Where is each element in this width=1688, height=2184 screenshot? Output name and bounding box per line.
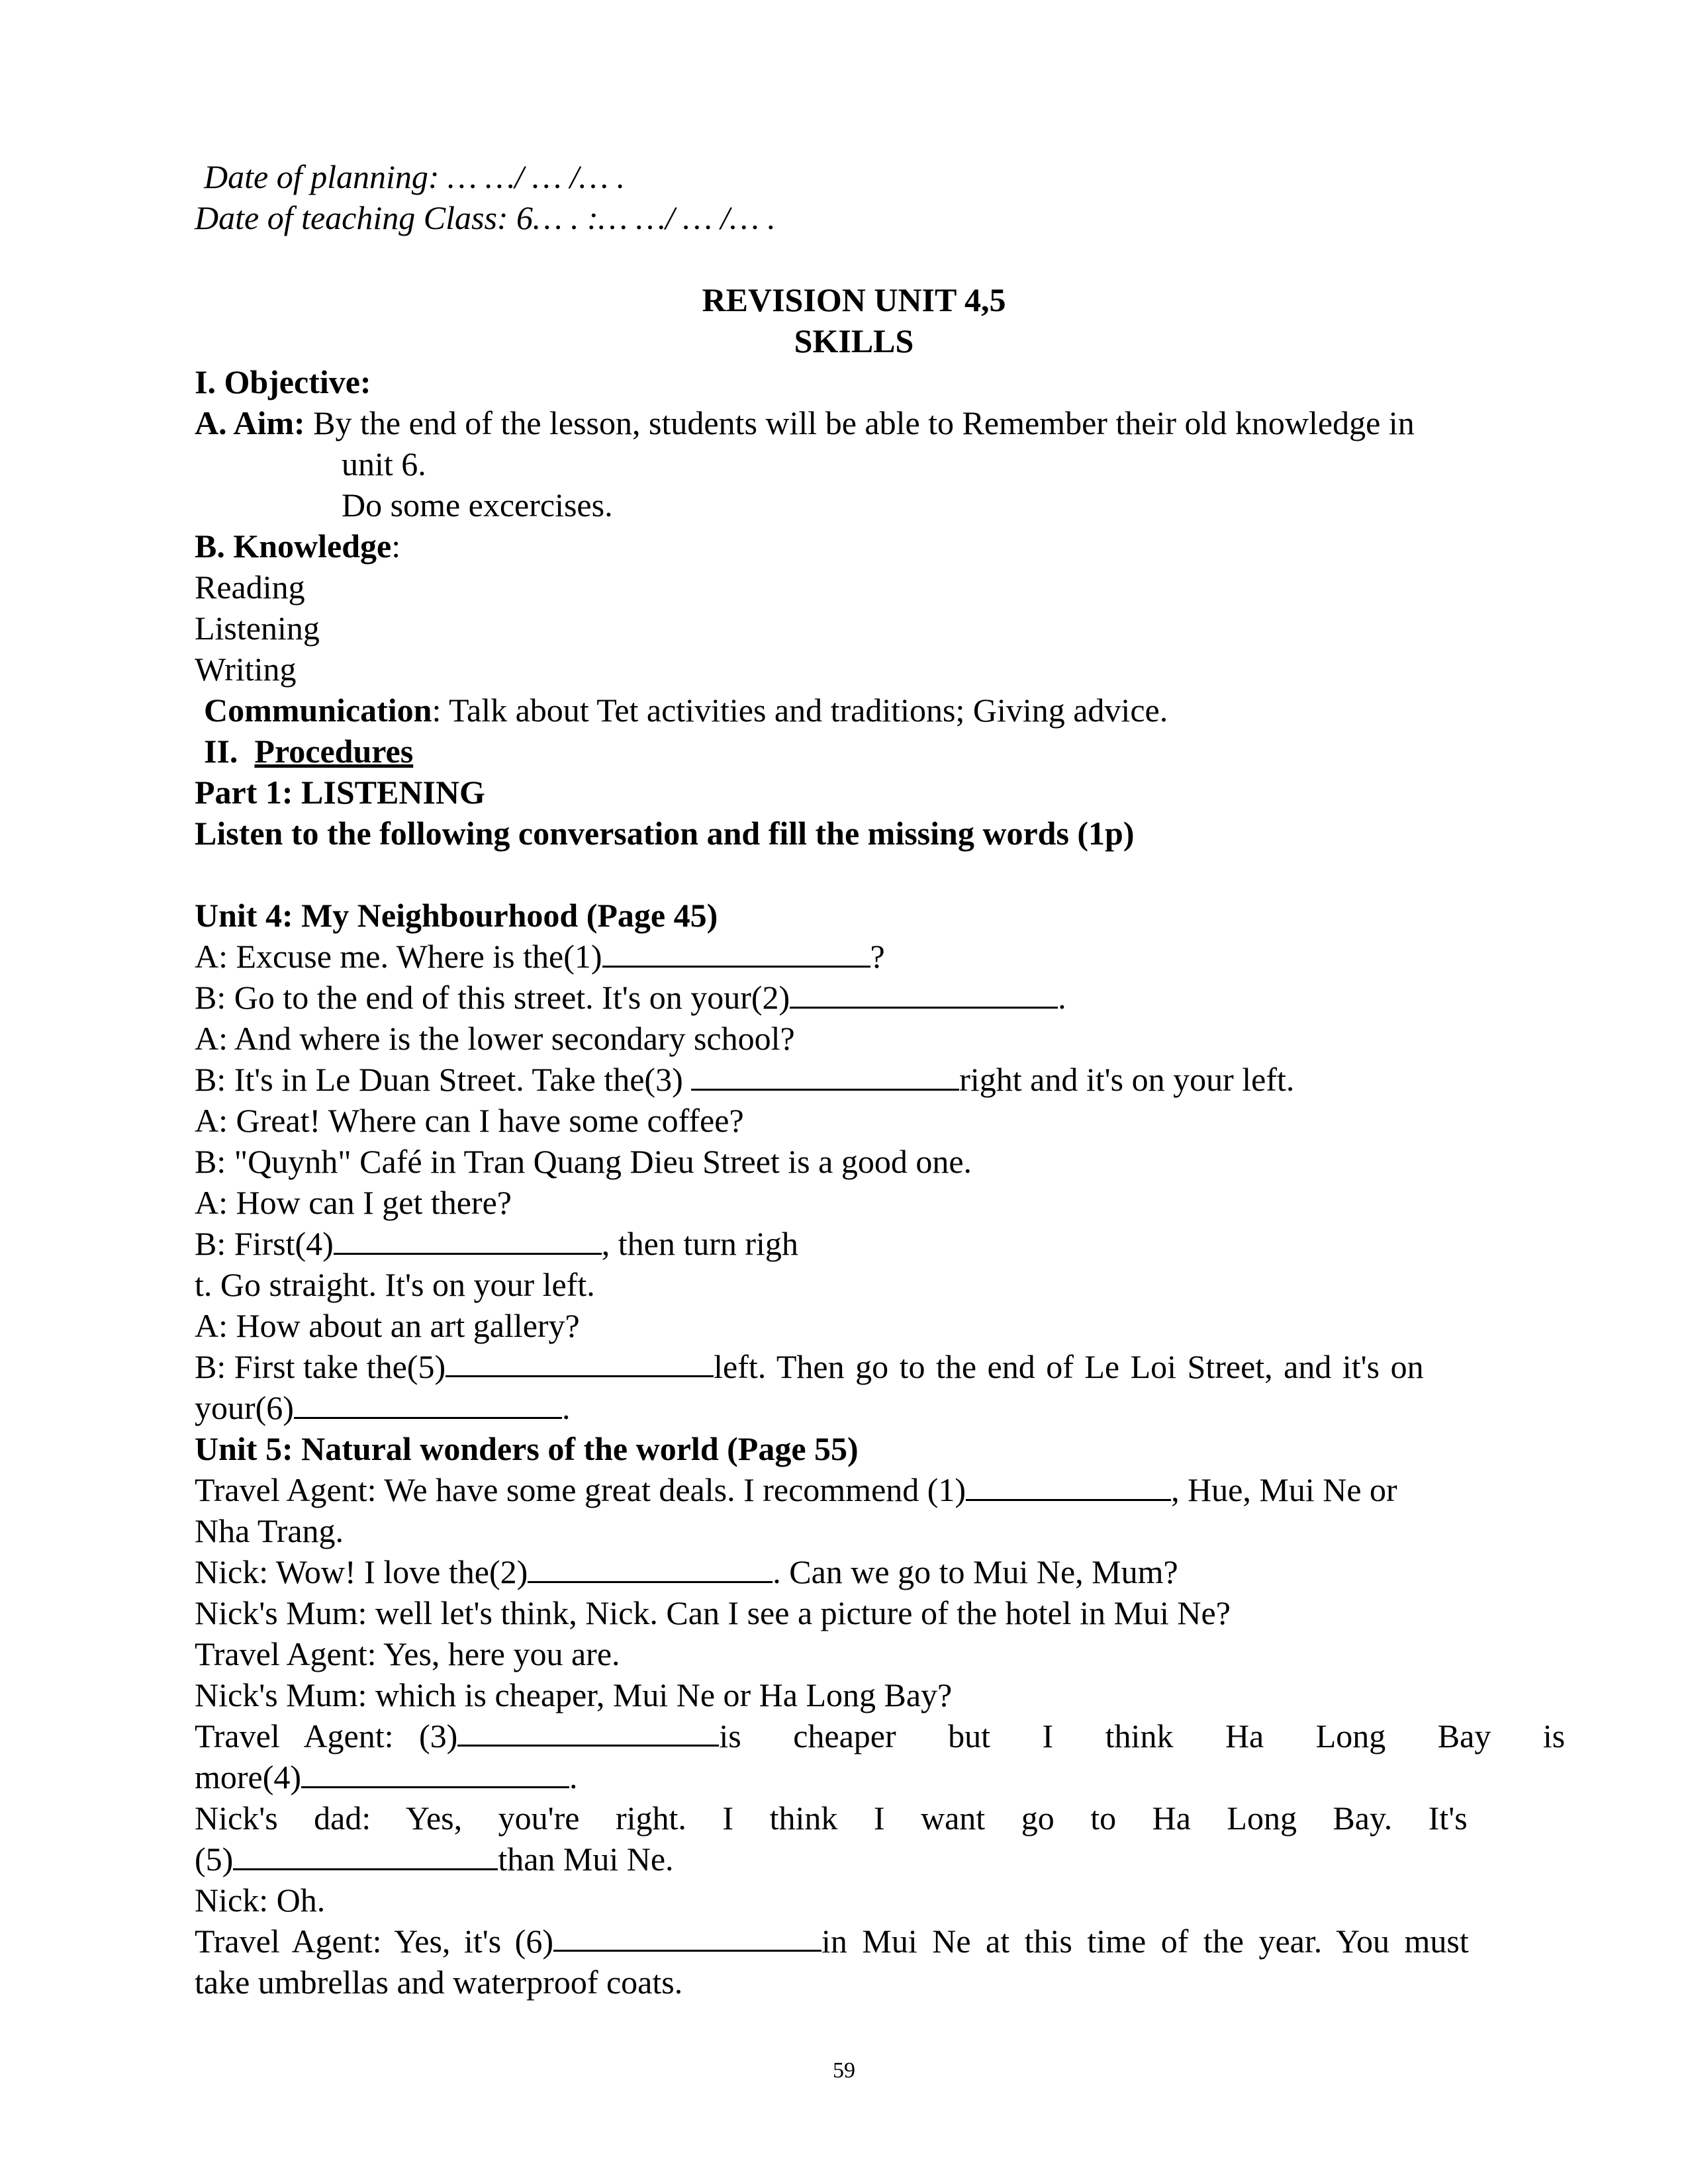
procedures-heading (195, 731, 1513, 772)
fill-blank-2[interactable] (790, 978, 1058, 1009)
unit4-line-12 (195, 1387, 1513, 1428)
unit4-line-4-end: right and it's on your left. (959, 1061, 1295, 1098)
fill-blank-u5-3[interactable] (457, 1715, 719, 1747)
lesson-subtitle: SKILLS (794, 322, 914, 359)
lesson-body (195, 279, 1566, 2003)
unit4-line-1-text: A: Excuse me. Where is the(1) (195, 938, 602, 975)
fill-blank-6[interactable] (294, 1388, 562, 1419)
unit5-line-3-end: . Can we go to Mui Ne, Mum? (773, 1553, 1178, 1590)
unit4-line-6: B: "Quynh" Café in Tran Quang Dieu Street is a good one. (195, 1143, 972, 1180)
unit5-line-12-text: Travel Agent: Yes, it's (6) (195, 1923, 553, 1960)
aim-continuation-2: Do some excercises. (342, 486, 613, 523)
unit4-line-7: A: How can I get there? (195, 1184, 512, 1221)
unit5-line-5: Travel Agent: Yes, here you are. (195, 1635, 620, 1672)
unit5-line-2: Nha Trang. (195, 1512, 344, 1549)
unit5-line-8 (195, 1756, 1513, 1797)
fill-blank-u5-4[interactable] (301, 1757, 569, 1788)
unit5-line-8-text: more(4) (195, 1758, 302, 1796)
unit5-line-3 (195, 1551, 1513, 1592)
unit5-line-12-end: in Mui Ne at this time of the year. You must (821, 1923, 1469, 1960)
unit4-line-4 (195, 1059, 1513, 1100)
aim-text: By the end of the lesson, students will be able to Remember their old knowledge in (305, 404, 1415, 441)
fill-blank-5[interactable] (445, 1346, 714, 1377)
fill-blank-u5-6[interactable] (553, 1921, 821, 1952)
unit4-line-3: A: And where is the lower secondary school? (195, 1020, 795, 1057)
unit5-line-9: Nick's dad: Yes, you're right. I think I want go to Ha Long Bay. It's (195, 1799, 1468, 1837)
unit5-line-7-end: is cheaper but I think Ha Long Bay is (719, 1717, 1566, 1754)
unit4-line-8 (195, 1223, 1513, 1264)
knowledge-colon: : (391, 527, 401, 565)
unit5-line-12 (195, 1921, 1513, 1962)
fill-blank-u5-1[interactable] (966, 1470, 1171, 1501)
date-of-planning: Date of planning: … …/ … /… . (204, 158, 626, 195)
unit5-line-4: Nick's Mum: well let's think, Nick. Can I see a picture of the hotel in Mui Ne? (195, 1594, 1231, 1631)
unit5-line-7-text: Travel Agent: (3) (195, 1717, 458, 1754)
unit4-line-12-end: . (561, 1389, 571, 1426)
unit5-line-1 (195, 1469, 1513, 1510)
unit5-line-8-end: . (569, 1758, 578, 1796)
knowledge-label: B. Knowledge (195, 527, 392, 565)
fill-blank-u5-2[interactable] (528, 1552, 773, 1583)
unit4-line-4-text: B: It's in Le Duan Street. Take the(3) (195, 1061, 692, 1098)
unit5-line-6: Nick's Mum: which is cheaper, Mui Ne or Ha Long Bay? (195, 1676, 953, 1713)
unit4-line-8-end: , then turn righ (601, 1225, 798, 1262)
unit4-heading: Unit 4: My Neighbourhood (Page 45) (195, 897, 718, 934)
aim-line (195, 402, 1513, 443)
fill-blank-u5-5[interactable] (233, 1839, 498, 1870)
fill-blank-4[interactable] (334, 1224, 602, 1255)
unit4-line-12-text: your(6) (195, 1389, 294, 1426)
unit5-line-3-text: Nick: Wow! I love the(2) (195, 1553, 528, 1590)
knowledge-line (195, 525, 1513, 567)
aim-label: A. Aim: (195, 404, 305, 441)
procedures-number: II. (204, 733, 238, 770)
unit4-line-11-text: B: First take the(5) (195, 1348, 446, 1385)
unit5-heading: Unit 5: Natural wonders of the world (Page 55) (195, 1430, 859, 1467)
unit5-line-10-text: (5) (195, 1841, 234, 1878)
aim-continuation: unit 6. (342, 445, 426, 482)
unit4-line-10: A: How about an art gallery? (195, 1307, 580, 1344)
unit4-line-2 (195, 977, 1513, 1018)
unit4-line-1 (195, 936, 1513, 977)
skill-reading: Reading (195, 569, 305, 606)
communication-line (195, 690, 1513, 731)
unit4-line-5: A: Great! Where can I have some coffee? (195, 1102, 744, 1139)
date-of-teaching: Date of teaching Class: 6… . :… …/ … /… . (195, 199, 776, 236)
communication-label: Communication (204, 692, 432, 729)
lesson-title: REVISION UNIT 4,5 (702, 281, 1006, 318)
unit4-line-1-end: ? (870, 938, 885, 975)
unit4-line-9: t. Go straight. It's on your left. (195, 1266, 595, 1303)
unit5-line-13: take umbrellas and waterproof coats. (195, 1964, 683, 2001)
fill-blank-1[interactable] (602, 936, 870, 968)
unit5-line-10-end: than Mui Ne. (498, 1841, 674, 1878)
unit5-line-11: Nick: Oh. (195, 1882, 326, 1919)
unit5-line-1-text: Travel Agent: We have some great deals. I recommend (1) (195, 1471, 966, 1508)
unit5-line-10 (195, 1839, 1513, 1880)
unit5-line-7 (195, 1715, 1566, 1756)
communication-text: : Talk about Tet activities and traditions; Giving advice. (432, 692, 1168, 729)
objective-heading: I. Objective: (195, 363, 371, 400)
unit4-line-8-text: B: First(4) (195, 1225, 334, 1262)
part1-heading: Part 1: LISTENING (195, 774, 485, 811)
skill-writing: Writing (195, 651, 297, 688)
skill-listening: Listening (195, 610, 320, 647)
unit4-line-2-end: . (1058, 979, 1066, 1016)
spacer (195, 854, 1513, 895)
procedures-label: Procedures (254, 733, 414, 770)
unit4-line-11-end: left. Then go to the end of Le Loi Street, and it's on (714, 1348, 1424, 1385)
unit4-line-2-text: B: Go to the end of this street. It's on your(2) (195, 979, 790, 1016)
listening-instruction: Listen to the following conversation and fill the missing words (1p) (195, 815, 1135, 852)
page-number: 59 (833, 2058, 855, 2083)
fill-blank-3[interactable] (691, 1060, 959, 1091)
unit5-line-1-end: , Hue, Mui Ne or (1171, 1471, 1397, 1508)
unit4-line-11 (195, 1346, 1513, 1387)
